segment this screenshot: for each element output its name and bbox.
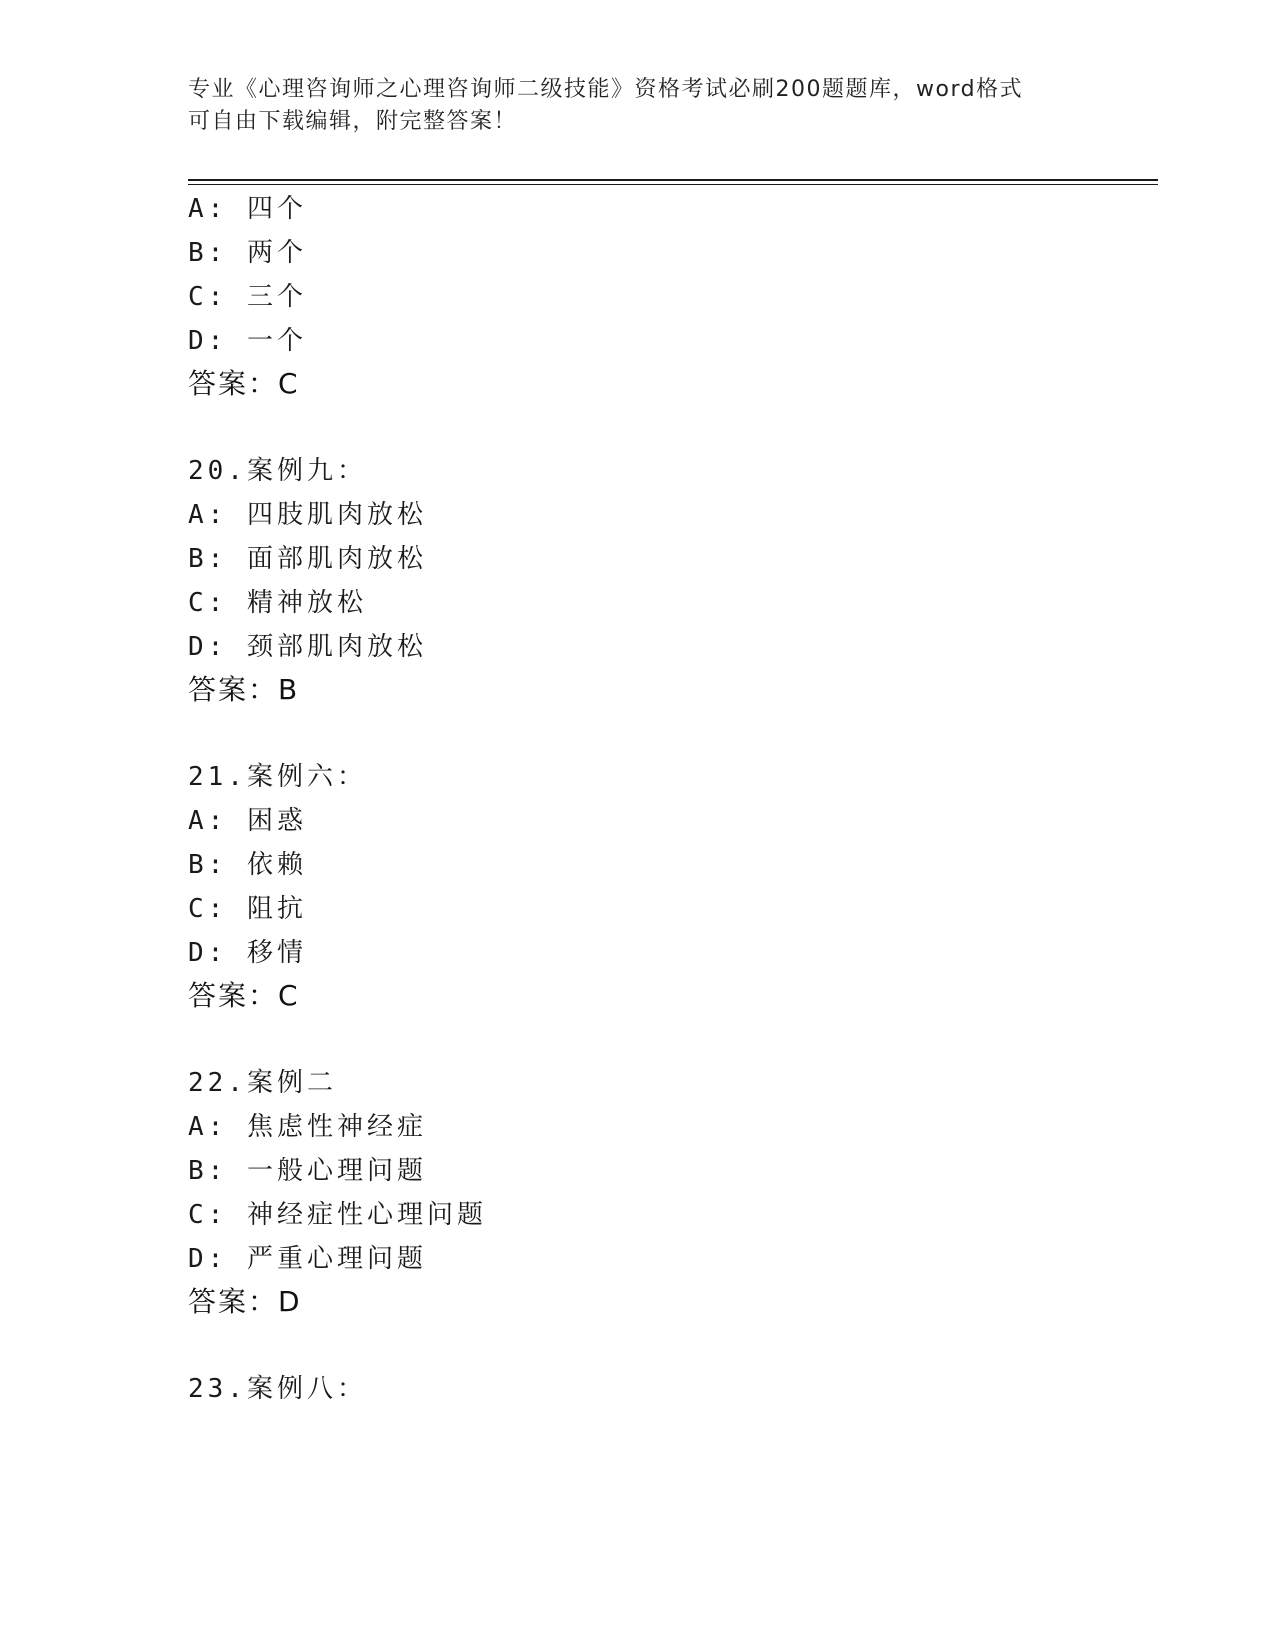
question-title: 20.案例九：	[188, 456, 367, 486]
option-b: B: 依赖	[188, 850, 307, 880]
option-b: B: 两个	[188, 238, 307, 268]
option-c: C: 精神放松	[188, 588, 367, 618]
question-title: 22.案例二	[188, 1068, 337, 1098]
option-a: A: 困惑	[188, 806, 307, 836]
option-a: A: 四肢肌肉放松	[188, 500, 427, 530]
option-a: A: 焦虑性神经症	[188, 1112, 427, 1142]
question-title: 23.案例八：	[188, 1374, 367, 1404]
option-d: D: 颈部肌肉放松	[188, 632, 427, 662]
document-header	[188, 74, 1088, 138]
answer-line: 答案：C	[188, 367, 300, 400]
header-line-2: 可自由下载编辑，附完整答案！	[188, 109, 518, 134]
header-divider-thin	[188, 184, 1158, 185]
option-d: D: 严重心理问题	[188, 1244, 427, 1274]
option-a: A: 四个	[188, 194, 307, 224]
question-title: 21.案例六：	[188, 762, 367, 792]
option-b: B: 一般心理问题	[188, 1156, 427, 1186]
option-c: C: 神经症性心理问题	[188, 1200, 487, 1230]
option-c: C: 三个	[188, 282, 307, 312]
option-d: D: 一个	[188, 326, 307, 356]
header-divider-thick	[188, 179, 1158, 181]
answer-line: 答案：C	[188, 979, 300, 1012]
answer-line: 答案：B	[188, 673, 300, 706]
answer-line: 答案：D	[188, 1285, 302, 1318]
header-line-1: 专业《心理咨询师之心理咨询师二级技能》资格考试必刷200题题库，word格式	[188, 77, 1024, 102]
option-b: B: 面部肌肉放松	[188, 544, 427, 574]
option-c: C: 阻抗	[188, 894, 307, 924]
option-d: D: 移情	[188, 938, 307, 968]
